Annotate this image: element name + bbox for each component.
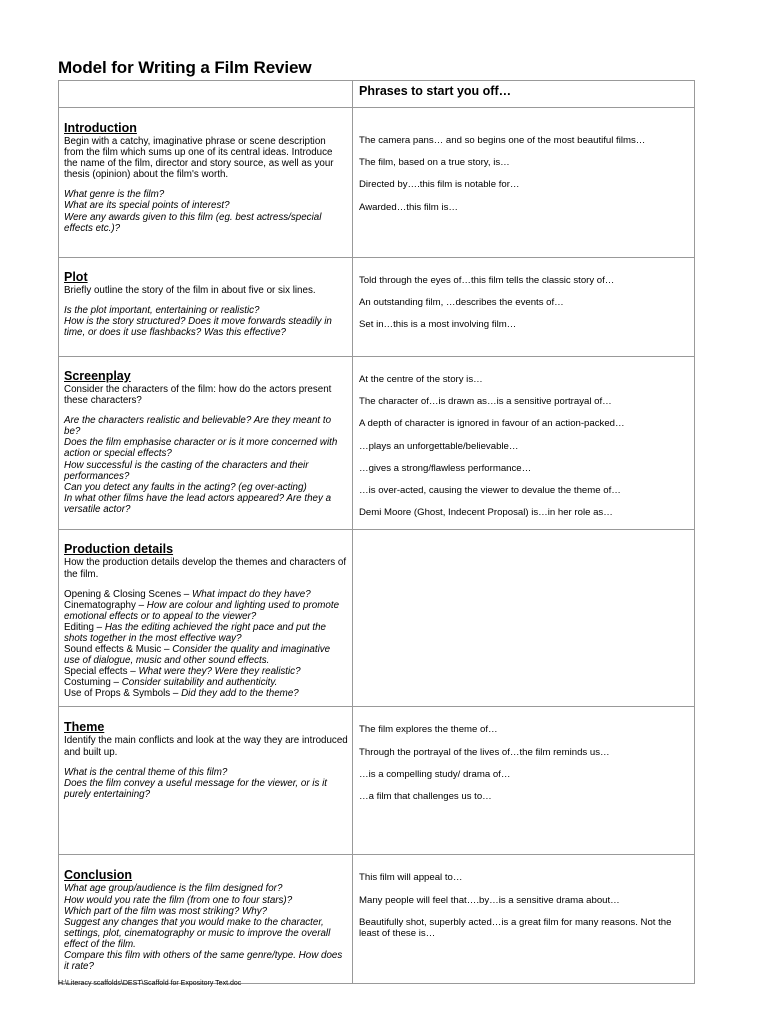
section-body: Begin with a catchy, imaginative phrase or scene description from the film which sums up one of its central ideas. Introduce the name of the film, director and story source, as well as your thesis (opinion) about the film's worth. [64, 136, 334, 181]
section-phrases-cell [353, 707, 695, 855]
question-item: What age group/audience is the film designed for? [64, 883, 283, 895]
detail-item [64, 589, 348, 600]
phrase-item: Set in…this is a most involving film… [359, 319, 517, 331]
section-phrases-cell [353, 357, 695, 530]
detail-item [64, 666, 348, 677]
file-path-footer: H:\Literacy scaffolds\DEST\Scaffold for Expository Text.doc [58, 980, 242, 987]
phrase-list [359, 872, 688, 939]
detail-question: Consider suitability and authenticity. [121, 677, 278, 689]
detail-item [64, 644, 348, 666]
section-body: Consider the characters of the film: how do the actors present these characters? [64, 384, 332, 407]
phrase-list [359, 275, 688, 331]
question-item: What is the central theme of this film? [64, 766, 228, 778]
section-phrases-cell-empty [353, 530, 695, 707]
section-body: Briefly outline the story of the film in about five or six lines. [64, 285, 316, 296]
section-heading: Introduction [64, 121, 137, 135]
question-item: How would you rate the film (from one to four stars)? [64, 894, 293, 906]
phrase-item: …a film that challenges us to… [359, 791, 492, 803]
section-questions [64, 767, 348, 800]
section-guidance-cell [59, 108, 353, 258]
phrase-item: At the centre of the story is… [359, 374, 483, 385]
phrase-item: The camera pans… and so begins one of the most beautiful films… [359, 135, 646, 146]
section-row-screenplay [59, 357, 695, 530]
detail-label: Use of Props & Symbols – [64, 688, 182, 700]
phrase-item: A depth of character is ignored in favour of an action-packed… [359, 418, 625, 430]
section-questions [64, 189, 348, 233]
detail-question: Consider the quality and imaginative use of dialogue, music and other sound effects. [64, 644, 331, 667]
film-review-table [58, 80, 695, 984]
phrase-item: Directed by….this film is notable for… [359, 179, 520, 191]
section-heading: Production details [64, 542, 174, 557]
detail-label: Cinematography – [64, 599, 147, 611]
detail-question: What were they? Were they realistic? [138, 666, 301, 678]
phrase-item: Many people will feel that….by…is a sensitive drama about… [359, 894, 620, 906]
phrase-item: This film will appeal to… [359, 872, 463, 884]
question-item: Which part of the film was most striking? Why? [64, 905, 268, 917]
section-body: Identify the main conflicts and look at the way they are introduced and built up. [64, 735, 348, 758]
detail-label: Editing – [64, 621, 105, 633]
section-heading: Plot [64, 270, 88, 284]
phrase-item: Beautifully shot, superbly acted…is a great film for many reasons. Not the least of these is… [359, 916, 672, 940]
detail-label: Opening & Closing Scenes – [64, 588, 192, 600]
phrase-item: Demi Moore (Ghost, Indecent Proposal) is…in her role as… [359, 507, 613, 519]
question-item: What are its special points of interest? [64, 200, 230, 212]
detail-question: Has the editing achieved the right pace and put the shots together in the most effective way? [64, 621, 326, 644]
phrase-item: …gives a strong/flawless performance… [359, 462, 532, 474]
question-item: Compare this film with others of the same genre/type. How does it rate? [64, 949, 343, 973]
section-phrases-cell [353, 258, 695, 357]
question-item: What genre is the film? [64, 189, 165, 201]
section-guidance-cell [59, 707, 353, 855]
production-detail-list [64, 589, 348, 700]
question-item: Are the characters realistic and believable? Are they meant to be? [64, 415, 332, 438]
phrase-item: …is over-acted, causing the viewer to devalue the theme of… [359, 485, 621, 497]
section-questions [64, 305, 348, 338]
phrase-item: …plays an unforgettable/believable… [359, 440, 519, 452]
detail-question: How are colour and lighting used to promote emotional effects or to appeal to the viewer? [64, 599, 340, 622]
phrase-list [359, 135, 688, 213]
section-heading: Conclusion [64, 868, 133, 883]
question-item: Is the plot important, entertaining or realistic? [64, 305, 260, 317]
detail-item [64, 677, 348, 688]
section-guidance-cell [59, 855, 353, 984]
detail-item [64, 622, 348, 644]
phrase-list [359, 374, 688, 518]
section-row-production-details [59, 530, 695, 707]
phrase-item: An outstanding film, …describes the events of… [359, 297, 564, 309]
section-body: How the production details develop the themes and characters of the film. [64, 557, 347, 580]
header-empty-cell [59, 81, 353, 108]
section-row-introduction [59, 108, 695, 258]
section-questions [64, 415, 348, 515]
detail-label: Special effects – [64, 666, 139, 678]
question-item: Can you detect any faults in the acting? (eg over-acting) [64, 481, 307, 493]
detail-label: Sound effects & Music – [64, 644, 173, 656]
question-item: Suggest any changes that you would make to the character, settings, plot, cinematography or music to improve the overall effect of the film. [64, 916, 331, 950]
detail-label: Costuming – [64, 677, 122, 689]
question-item: How successful is the casting of the characters and their performances? [64, 459, 309, 482]
phrase-item: Told through the eyes of…this film tells the classic story of… [359, 275, 615, 286]
section-phrases-cell [353, 108, 695, 258]
phrase-list [359, 724, 688, 802]
phrase-item: Through the portrayal of the lives of…the film reminds us… [359, 746, 610, 758]
phrases-column-header: Phrases to start you off… [353, 81, 695, 108]
section-questions [64, 883, 348, 972]
section-row-plot [59, 258, 695, 357]
phrase-item: …is a compelling study/ drama of… [359, 768, 511, 780]
table-header-row [59, 81, 695, 108]
section-phrases-cell [353, 855, 695, 984]
section-guidance-cell [59, 357, 353, 530]
detail-question: Did they add to the theme? [181, 688, 299, 700]
phrase-item: The character of…is drawn as…is a sensitive portrayal of… [359, 396, 612, 408]
question-item: Does the film convey a useful message for the viewer, or is it purely entertaining? [64, 777, 327, 800]
section-heading: Screenplay [64, 369, 131, 383]
detail-item [64, 688, 348, 699]
question-item: Were any awards given to this film (eg. best actress/special effects etc.)? [64, 211, 322, 234]
section-row-theme [59, 707, 695, 855]
phrase-item: The film explores the theme of… [359, 724, 498, 736]
detail-question: What impact do they have? [191, 588, 311, 600]
section-heading: Theme [64, 720, 105, 735]
detail-item [64, 600, 348, 622]
question-item: How is the story structured? Does it move forwards steadily in time, or does it use flashbacks? Was this effective? [64, 316, 332, 339]
section-guidance-cell [59, 530, 353, 707]
phrase-item: Awarded…this film is… [359, 201, 458, 213]
page-title: Model for Writing a Film Review [58, 58, 312, 77]
phrase-item: The film, based on a true story, is… [359, 157, 510, 169]
question-item: In what other films have the lead actors appeared? Are they a versatile actor? [64, 492, 332, 515]
question-item: Does the film emphasise character or is it more concerned with action or special effects? [64, 437, 338, 460]
section-row-conclusion [59, 855, 695, 984]
section-guidance-cell [59, 258, 353, 357]
